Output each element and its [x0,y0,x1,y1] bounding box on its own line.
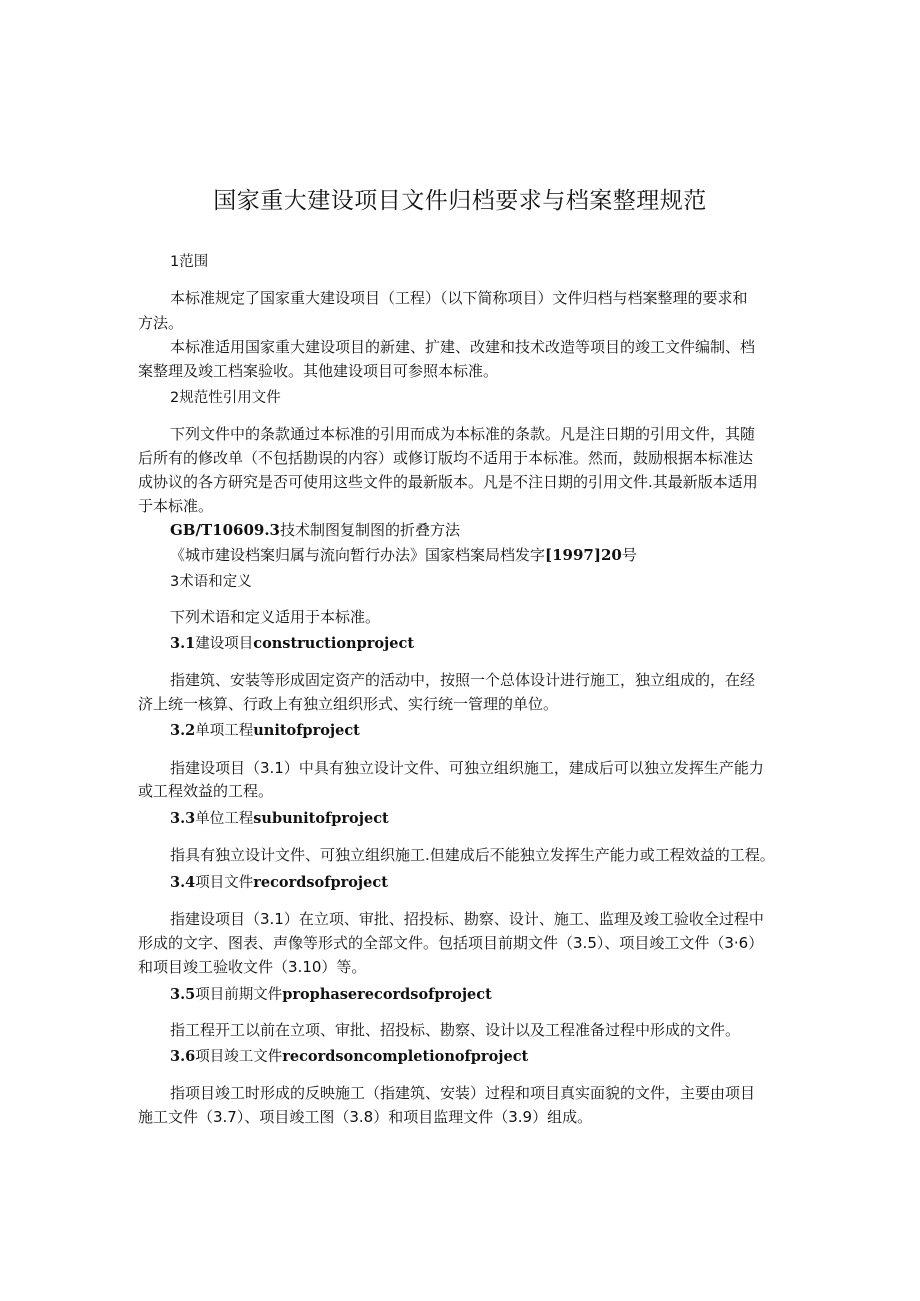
term-3-4-en: recordsofproject [253,874,388,891]
term-3-4-number: 3.4 [170,874,196,891]
term-3-1-number: 3.1 [170,635,196,652]
term-3-4-def-line1: 指建设项目（3.1）在立项、审批、招投标、勘察、设计、施工、监理及竣工验收全过程中 [170,910,764,928]
document-title: 国家重大建设项目文件归档要求与档案整理规范 [213,188,707,214]
term-3-2-number: 3.2 [170,722,196,739]
s3-intro: 下列术语和定义适用于本标准。 [170,608,381,626]
s2-p1-line3: 成协议的各方研究是否可使用这些文件的最新版本。凡是不注日期的引用文件.其最新版本适用 [138,473,758,491]
term-3-5-en: prophaserecordsofproject [282,986,492,1003]
term-3-6-heading [170,1047,528,1067]
term-3-4-cn: 项目文件 [195,875,254,891]
term-3-3-number: 3.3 [170,810,196,827]
term-3-1-def-line1: 指建筑、安装等形成固定资产的活动中，按照一个总体设计进行施工，独立组成的，在经 [170,671,756,689]
term-3-2-en: unitofproject [253,722,360,739]
term-3-1-en: constructionproject [253,635,415,652]
term-3-3-en: subunitofproject [253,810,389,827]
section-1-heading: 1范围 [170,254,209,270]
term-3-4-heading [170,873,388,893]
term-3-2-heading [170,721,360,741]
term-3-4-def-line3: 和项目竣工验收文件（3.10）等。 [138,958,367,976]
term-3-6-def-line1: 指项目竣工时形成的反映施工（指建筑、安装）过程和项目真实面貌的文件，主要由项目 [170,1084,756,1102]
term-3-4-def-line2: 形成的文字、图表、声像等形式的全部文件。包括项目前期文件（3.5）、项目竣工文件（3·6） [138,934,764,952]
s1-p2-line1: 本标准适用国家重大建设项目的新建、扩建、改建和技术改造等项目的竣工文件编制、档 [170,338,756,356]
reference-1 [170,520,460,540]
term-3-5-def-line1: 指工程开工以前在立项、审批、招投标、勘察、设计以及工程准备过程中形成的文件。 [170,1021,741,1039]
term-3-6-cn: 项目竣工文件 [195,1049,283,1065]
reference-1-title: 技术制图复制图的折叠方法 [279,521,460,539]
term-3-5-heading [170,985,492,1005]
term-3-1-cn: 建设项目 [195,636,254,652]
term-3-3-def-line1: 指具有独立设计文件、可独立组织施工.但建成后不能独立发挥生产能力或工程效益的工程。 [170,846,775,864]
s2-p1-line1: 下列文件中的条款通过本标准的引用而成为本标准的条款。凡是注日期的引用文件，其随 [170,425,756,443]
term-3-6-number: 3.6 [170,1048,196,1065]
s1-p1-line1: 本标准规定了国家重大建设项目（工程）（以下简称项目）文件归档与档案整理的要求和 [170,289,748,307]
s2-p1-line2: 后所有的修改单（不包括勘误的内容）或修订版均不适用于本标准。然而，鼓励根据本标准达 [138,449,754,467]
term-3-6-def-line2: 施工文件（3.7）、项目竣工图（3.8）和项目监理文件（3.9）组成。 [138,1108,593,1126]
term-3-2-cn: 单项工程 [195,723,254,739]
term-3-5-number: 3.5 [170,986,196,1003]
term-3-3-cn: 单位工程 [195,811,254,827]
term-3-1-def-line2: 济上统一核算、行政上有独立组织形式、实行统一管理的单位。 [138,695,559,713]
reference-2 [170,545,637,565]
term-3-2-def-line2: 或工程效益的工程。 [138,782,274,800]
reference-2-title: 《城市建设档案归属与流向暂行办法》国家档案局档发字 [170,546,546,564]
reference-2-doc-number: [1997]20 [545,546,622,564]
term-3-6-en: recordsoncompletionofproject [282,1048,529,1065]
reference-1-code: GB/T10609.3 [170,521,280,539]
reference-2-suffix: 号 [621,546,637,564]
section-3-heading: 3术语和定义 [170,574,252,590]
term-3-3-heading [170,809,389,829]
term-3-2-def-line1: 指建设项目（3.1）中具有独立设计文件、可独立组织施工，建成后可以独立发挥生产能力 [170,759,764,777]
s2-p1-line4: 于本标准。 [138,497,214,515]
s1-p2-line2: 案整理及竣工档案验收。其他建设项目可参照本标准。 [138,362,499,380]
section-2-heading: 2规范性引用文件 [170,390,281,406]
term-3-1-heading [170,634,414,654]
s1-p1-line2: 方法。 [138,314,184,332]
term-3-5-cn: 项目前期文件 [195,987,283,1003]
